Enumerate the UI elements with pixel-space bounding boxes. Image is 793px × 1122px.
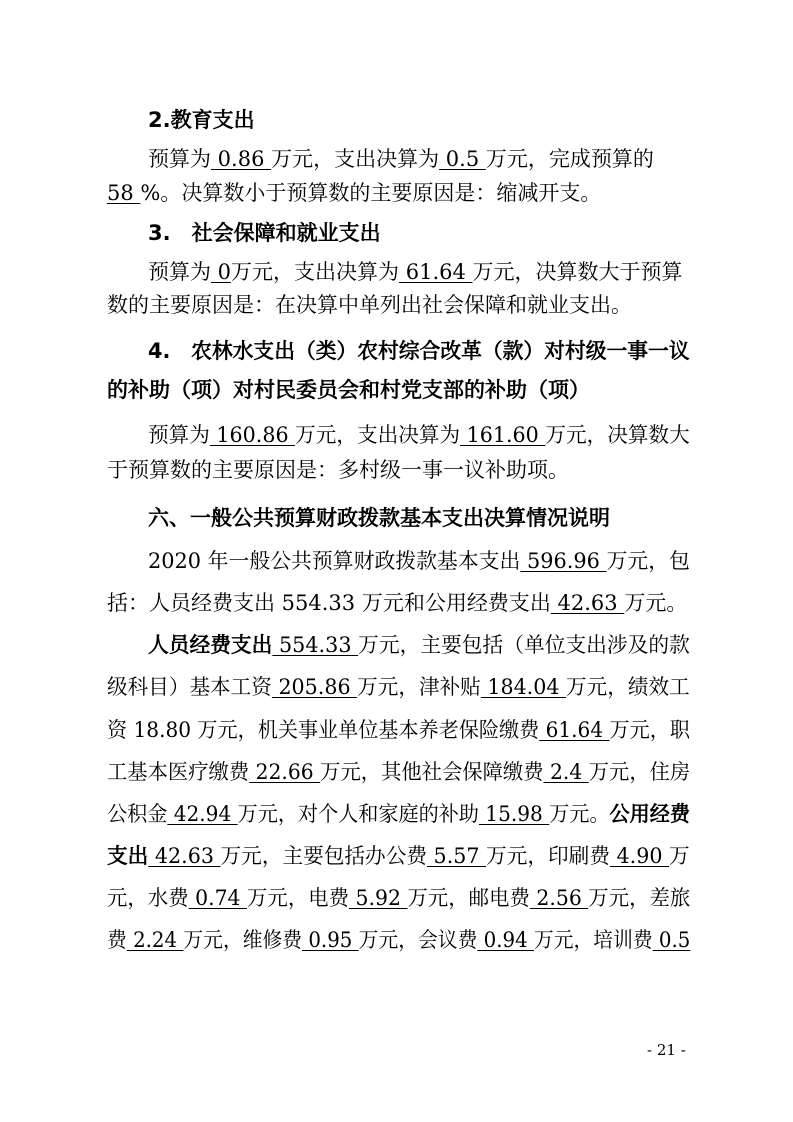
section-4-line-2: 于预算数的主要原因是：多村级一事一议补助项。 [107, 458, 569, 482]
section-4-heading-line-2: 的补助（项）对村民委员会和村党支部的补助（项） [107, 378, 590, 402]
section-6-heading: 六、一般公共预算财政拨款基本支出决算情况说明 [148, 506, 610, 530]
expense-line-6: 支出 42.63 万元，主要包括办公费 5.57 万元，印刷费 4.90 万 [107, 844, 690, 868]
section-4-heading-line-1: 4. 农林水支出（类）农村综合改革（款）对村级一事一议 [148, 339, 690, 363]
expense-line-8: 费 2.24 万元，维修费 0.95 万元，会议费 0.94 万元，培训费 0.5 [107, 928, 691, 952]
section-2-line-2: 58 %。决算数小于预算数的主要原因是：缩减开支。 [107, 181, 602, 205]
section-6-line-2: 括：人员经费支出 554.33 万元和公用经费支出 42.63 万元。 [107, 591, 688, 615]
expense-line-5: 公积金 42.94 万元，对个人和家庭的补助 15.98 万元。公用经费 [107, 802, 690, 826]
section-3-heading: 3. 社会保障和就业支出 [148, 221, 381, 245]
section-6-line-1: 2020 年一般公共预算财政拨款基本支出 596.96 万元，包 [148, 549, 690, 573]
expense-line-4: 工基本医疗缴费 22.66 万元，其他社会保障缴费 2.4 万元，住房 [107, 760, 691, 784]
expense-line-3: 资 18.80 万元，机关事业单位基本养老保险缴费 61.64 万元，职 [107, 718, 690, 742]
section-2-line-1: 预算为 0.86 万元，支出决算为 0.5 万元，完成预算的 [148, 147, 654, 171]
expense-line-1: 人员经费支出 554.33 万元，主要包括（单位支出涉及的款 [148, 633, 690, 657]
section-3-line-1: 预算为 0万元，支出决算为 61.64 万元，决算数大于预算 [148, 260, 683, 284]
section-2-heading: 2.教育支出 [148, 108, 255, 132]
expense-line-7: 元，水费 0.74 万元，电费 5.92 万元，邮电费 2.56 万元，差旅 [107, 886, 691, 910]
section-4-line-1: 预算为 160.86 万元，支出决算为 161.60 万元，决算数大 [148, 423, 690, 447]
section-3-line-2: 数的主要原因是：在决算中单列出社会保障和就业支出。 [107, 293, 632, 317]
expense-line-2: 级科目）基本工资 205.86 万元，津补贴 184.04 万元，绩效工 [107, 675, 690, 699]
